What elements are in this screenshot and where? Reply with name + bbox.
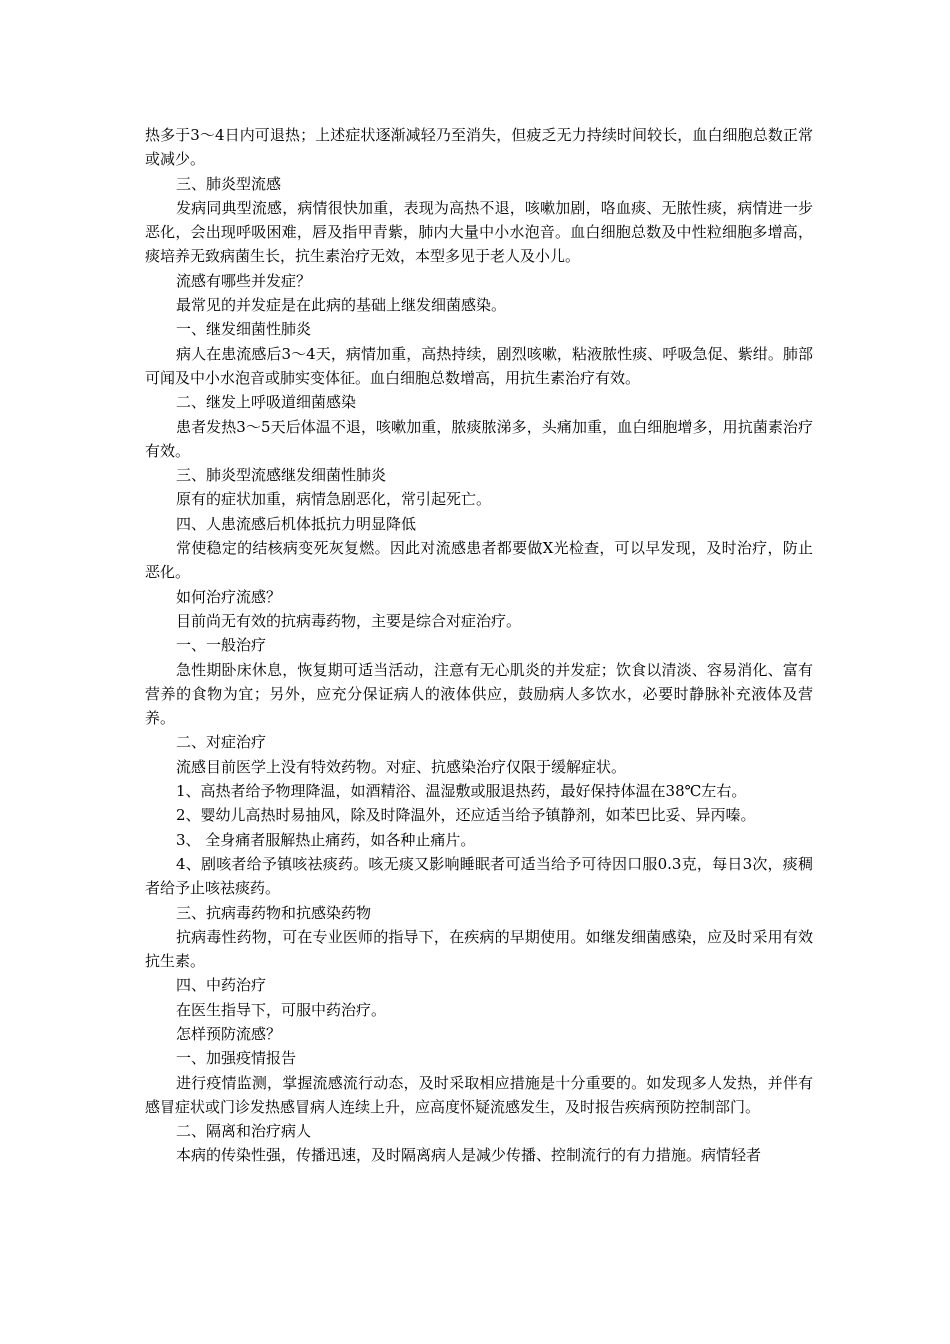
paragraph: 一、一般治疗 bbox=[176, 636, 267, 655]
paragraph: 二、对症治疗 bbox=[176, 733, 267, 752]
paragraph: 三、抗病毒药物和抗感染药物 bbox=[176, 903, 372, 922]
paragraph: 4、剧咳者给予镇咳祛痰药。咳无痰又影响睡眠者可适当给予可待因口服0.3克，每日3次，痰稠者给予止咳祛痰药。 bbox=[145, 854, 813, 898]
paragraph: 目前尚无有效的抗病毒药物，主要是综合对症治疗。 bbox=[176, 611, 522, 630]
paragraph: 进行疫情监测，掌握流感流行动态，及时采取相应措施是十分重要的。如发现多人发热，并伴有感冒症状或门诊发热感冒病人连续上升，应高度怀疑流感发生，及时报告疾病预防控制部门。 bbox=[145, 1073, 813, 1116]
paragraph: 常使稳定的结核病变死灰复燃。因此对流感患者都要做X光检查，可以早发现，及时治疗，防止恶化。 bbox=[145, 539, 813, 582]
paragraph: 1、高热者给予物理降温，如酒精浴、温湿敷或服退热药，最好保持体温在38℃左右。 bbox=[176, 782, 747, 801]
paragraph: 发病同典型流感，病情很快加重，表现为高热不退，咳嗽加剧，咯血痰、无脓性痰，病情进一步恶化，会出现呼吸困难，唇及指甲青紫，肺内大量中小水泡音。血白细胞总数及中性粒细胞多增高，痰培养无致病菌生长，抗生素治疗无效，本型多见于老人及小儿。 bbox=[145, 198, 813, 266]
paragraph: 二、继发上呼吸道细菌感染 bbox=[176, 393, 357, 412]
paragraph: 三、肺炎型流感继发细菌性肺炎 bbox=[176, 466, 387, 485]
paragraph: 原有的症状加重，病情急剧恶化，常引起死亡。 bbox=[176, 490, 492, 509]
paragraph: 最常见的并发症是在此病的基础上继发细菌感染。 bbox=[176, 296, 507, 315]
paragraph: 热多于3～4日内可退热；上述症状逐渐减轻乃至消失，但疲乏无力持续时间较长，血白细胞总数正常或减少。 bbox=[145, 126, 813, 169]
paragraph: 流感有哪些并发症？ bbox=[176, 271, 312, 290]
paragraph: 2、婴幼儿高热时易抽风，除及时降温外，还应适当给予镇静剂，如苯巴比妥、异丙嗪。 bbox=[176, 806, 756, 825]
paragraph: 二、隔离和治疗病人 bbox=[176, 1122, 312, 1141]
paragraph: 如何治疗流感？ bbox=[176, 587, 282, 606]
paragraph: 在医生指导下，可服中药治疗。 bbox=[176, 1000, 387, 1019]
paragraph: 一、继发细菌性肺炎 bbox=[176, 320, 312, 339]
paragraph: 本病的传染性强，传播迅速，及时隔离病人是减少传播、控制流行的有力措施。病情轻者 bbox=[176, 1146, 762, 1165]
paragraph: 抗病毒性药物，可在专业医师的指导下，在疾病的早期使用。如继发细菌感染，应及时采用有效抗生素。 bbox=[145, 927, 813, 971]
paragraph: 病人在患流感后3～4天，病情加重，高热持续，剧烈咳嗽，粘液脓性痰、呼吸急促、紫绀。肺部可闻及中小水泡音或肺实变体征。血白细胞总数增高，用抗生素治疗有效。 bbox=[145, 344, 813, 387]
paragraph: 四、中药治疗 bbox=[176, 976, 267, 995]
document-page bbox=[145, 123, 813, 1168]
paragraph: 三、肺炎型流感 bbox=[176, 174, 282, 193]
paragraph: 急性期卧床休息，恢复期可适当活动，注意有无心肌炎的并发症；饮食以清淡、容易消化、富有营养的食物为宜；另外，应充分保证病人的液体供应，鼓励病人多饮水，必要时静脉补充液体及营养。 bbox=[145, 660, 813, 728]
paragraph: 怎样预防流感？ bbox=[176, 1024, 282, 1043]
paragraph: 四、人患流感后机体抵抗力明显降低 bbox=[176, 514, 417, 533]
paragraph: 一、加强疫情报告 bbox=[176, 1049, 297, 1068]
paragraph: 患者发热3～5天后体温不退，咳嗽加重，脓痰脓涕多，头痛加重，血白细胞增多，用抗菌素治疗有效。 bbox=[145, 417, 813, 460]
paragraph: 3、 全身痛者服解热止痛药，如各种止痛片。 bbox=[176, 830, 476, 849]
paragraph: 流感目前医学上没有特效药物。对症、抗感染治疗仅限于缓解症状。 bbox=[176, 757, 627, 776]
